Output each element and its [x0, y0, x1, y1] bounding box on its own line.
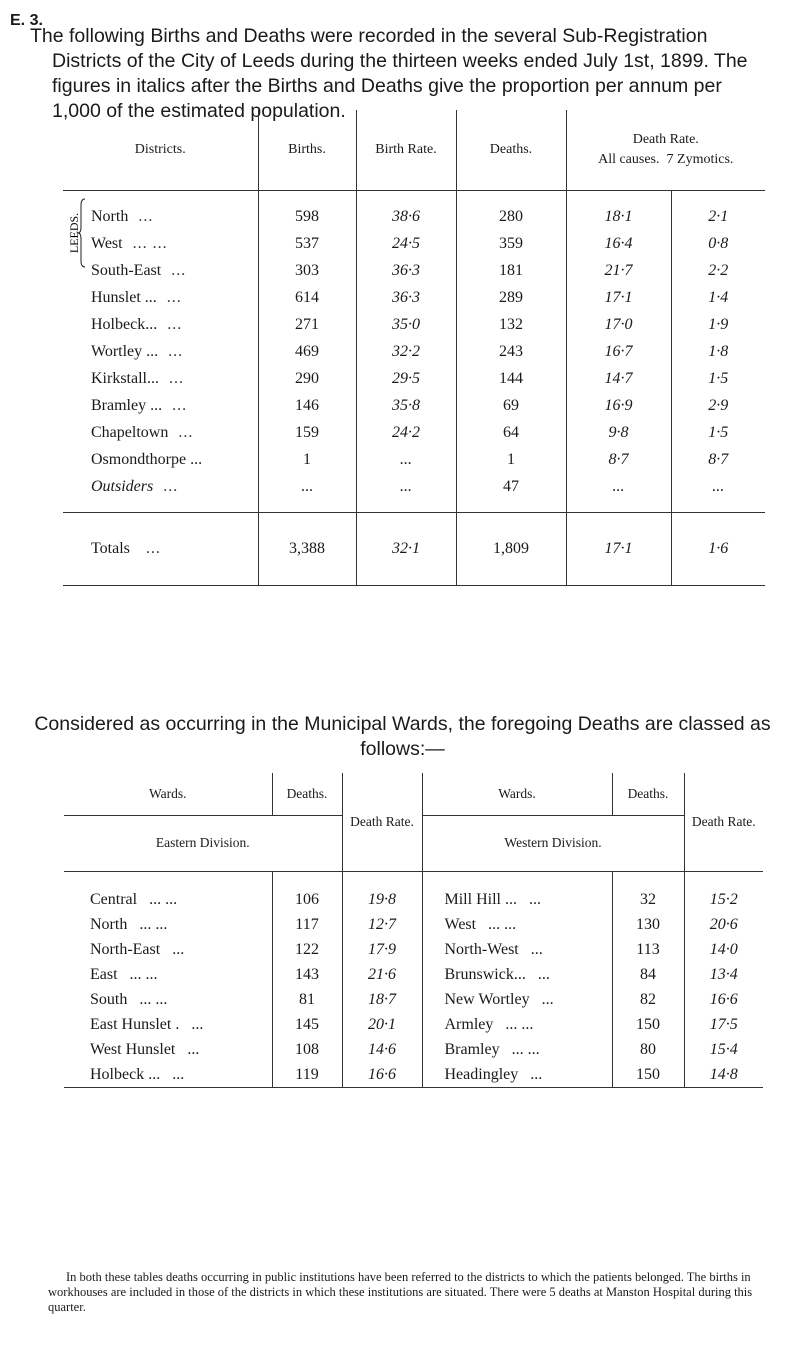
east-ward-name: Holbeck ... ... [64, 1062, 272, 1088]
leeds-label-text: LEEDS. [67, 212, 81, 254]
ward-row [64, 1012, 763, 1037]
west-ward-name: Brunswick... ... [422, 962, 612, 987]
district-name: West ... ... [63, 230, 258, 257]
district-deaths: 47 [456, 473, 566, 500]
ward-row [64, 1037, 763, 1062]
east-ward-name: East Hunslet . ... [64, 1012, 272, 1037]
district-all-causes: 16·9 [566, 392, 671, 419]
col-birth-rate: Birth Rate. [356, 110, 456, 191]
totals-births: 3,388 [258, 513, 356, 586]
intro-paragraph [30, 24, 775, 124]
west-ward-name: New Wortley ... [422, 987, 612, 1012]
death-rate-title: Death Rate. [632, 132, 699, 147]
east-ward-deaths: 143 [272, 962, 342, 987]
district-all-causes: 21·7 [566, 257, 671, 284]
east-ward-rate: 16·6 [342, 1062, 422, 1088]
district-row [63, 446, 765, 473]
east-ward-rate: 12·7 [342, 912, 422, 937]
west-wards-header: Wards. [422, 773, 612, 815]
district-zymotics: 1·5 [708, 369, 729, 387]
district-zymotics: 1·9 [708, 315, 729, 333]
west-ward-rate: 15·4 [709, 1040, 738, 1058]
zymotics-label: 7 Zymotics. [666, 152, 734, 167]
west-ward-deaths: 113 [612, 937, 684, 962]
district-birth-rate: 36·3 [356, 257, 456, 284]
west-ward-rate: 16·6 [709, 990, 738, 1008]
east-ward-deaths: 106 [272, 887, 342, 912]
totals-deaths: 1,809 [456, 513, 566, 586]
east-wards-header: Wards. [64, 773, 272, 815]
district-birth-rate: 35·8 [356, 392, 456, 419]
district-births: 303 [258, 257, 356, 284]
district-row [63, 338, 765, 365]
west-ward-deaths: 150 [612, 1062, 684, 1088]
district-all-causes: 8·7 [566, 446, 671, 473]
district-births: 598 [258, 203, 356, 230]
district-births: 271 [258, 311, 356, 338]
west-rate-header: Death Rate. [691, 813, 756, 829]
district-zymotics: 0·8 [708, 234, 729, 252]
west-ward-name: West ... ... [422, 912, 612, 937]
district-row [63, 257, 765, 284]
district-name: Wortley ... ... [63, 338, 258, 365]
all-causes-label: All causes. [598, 152, 660, 167]
page-code: E. 3. [10, 12, 43, 29]
district-deaths: 243 [456, 338, 566, 365]
district-all-causes: 17·1 [566, 284, 671, 311]
district-zymotics: 1·8 [708, 342, 729, 360]
west-ward-deaths: 84 [612, 962, 684, 987]
east-deaths-header: Deaths. [272, 773, 342, 815]
district-deaths: 64 [456, 419, 566, 446]
district-birth-rate: ... [356, 473, 456, 500]
district-deaths: 69 [456, 392, 566, 419]
district-birth-rate: 24·2 [356, 419, 456, 446]
district-zymotics: 2·2 [708, 261, 729, 279]
totals-zymotics: 1·6 [671, 513, 765, 586]
east-ward-name: South ... ... [64, 987, 272, 1012]
totals-label: Totals ... [63, 513, 258, 586]
district-row [63, 473, 765, 500]
col-births: Births. [258, 110, 356, 191]
district-row [63, 203, 765, 230]
district-name: Kirkstall... ... [63, 365, 258, 392]
east-ward-rate: 21·6 [342, 962, 422, 987]
west-ward-rate: 14·0 [709, 940, 738, 958]
district-row [63, 419, 765, 446]
district-all-causes: ... [566, 473, 671, 500]
district-row [63, 284, 765, 311]
western-division: Western Division. [422, 815, 684, 871]
district-all-causes: 9·8 [566, 419, 671, 446]
district-zymotics: ... [712, 477, 725, 495]
east-ward-deaths: 117 [272, 912, 342, 937]
district-all-causes: 14·7 [566, 365, 671, 392]
west-ward-deaths: 32 [612, 887, 684, 912]
ward-row [64, 912, 763, 937]
west-ward-name: Armley ... ... [422, 1012, 612, 1037]
district-name: South-East ... [63, 257, 258, 284]
district-births: 290 [258, 365, 356, 392]
col-death-rate [566, 110, 765, 191]
wards-heading: Considered as occurring in the Municipal Wards, the foregoing Deaths are classed as follows:— [34, 713, 771, 760]
west-ward-rate: 13·4 [709, 965, 738, 983]
district-zymotics: 8·7 [708, 450, 729, 468]
district-births: 159 [258, 419, 356, 446]
district-births: 469 [258, 338, 356, 365]
east-ward-name: Central ... ... [64, 887, 272, 912]
totals-all-causes: 17·1 [566, 513, 671, 586]
district-zymotics: 1·5 [708, 423, 729, 441]
west-ward-rate: 14·8 [684, 1062, 763, 1088]
col-deaths: Deaths. [456, 110, 566, 191]
intro-text: The following Births and Deaths were recorded in the several Sub-Registration Districts of the City of Leeds during the thirteen weeks ended July 1st, 1899. The figures in italics after the Births and Deaths give the proportion per annum per 1,000 of the estimated population. [30, 25, 748, 122]
district-deaths: 359 [456, 230, 566, 257]
district-all-causes: 16·7 [566, 338, 671, 365]
district-birth-rate: ... [356, 446, 456, 473]
district-name: Holbeck... ... [63, 311, 258, 338]
eastern-division: Eastern Division. [64, 815, 342, 871]
west-ward-name: Bramley ... ... [422, 1037, 612, 1062]
totals-row [63, 513, 765, 586]
district-deaths: 280 [456, 203, 566, 230]
district-births: 1 [258, 446, 356, 473]
district-deaths: 289 [456, 284, 566, 311]
east-ward-rate: 14·6 [342, 1037, 422, 1062]
col-districts: Districts. [63, 110, 258, 191]
district-births: 537 [258, 230, 356, 257]
east-ward-deaths: 122 [272, 937, 342, 962]
district-birth-rate: 24·5 [356, 230, 456, 257]
district-zymotics: 2·9 [708, 396, 729, 414]
district-birth-rate: 38·6 [356, 203, 456, 230]
district-deaths: 144 [456, 365, 566, 392]
district-births: ... [258, 473, 356, 500]
west-ward-deaths: 80 [612, 1037, 684, 1062]
district-name: Chapeltown ... [63, 419, 258, 446]
west-ward-name: Headingley ... [422, 1062, 612, 1088]
totals-birth-rate: 32·1 [356, 513, 456, 586]
east-ward-deaths: 108 [272, 1037, 342, 1062]
district-row [63, 392, 765, 419]
west-ward-name: North-West ... [422, 937, 612, 962]
district-name: Bramley ... ... [63, 392, 258, 419]
east-ward-rate: 17·9 [342, 937, 422, 962]
district-births: 614 [258, 284, 356, 311]
east-ward-rate: 20·1 [342, 1012, 422, 1037]
ward-row [64, 962, 763, 987]
district-name: Osmondthorpe ... [63, 446, 258, 473]
west-ward-rate: 15·2 [709, 890, 738, 908]
east-ward-rate: 19·8 [342, 887, 422, 912]
ward-row [64, 987, 763, 1012]
ward-row [64, 887, 763, 912]
district-all-causes: 18·1 [566, 203, 671, 230]
district-birth-rate: 29·5 [356, 365, 456, 392]
district-name: Outsiders ... [63, 473, 258, 500]
district-row [63, 230, 765, 257]
district-zymotics: 2·1 [708, 207, 729, 225]
footnote: In both these tables deaths occurring in public institutions have been referred to the districts to which the patients belonged. The births in workhouses are included in those of the districts in which these institutions are situated. There were 5 deaths at Manston Hospital during this quarter. [48, 1270, 753, 1314]
wards-table [64, 773, 763, 1088]
district-row [63, 311, 765, 338]
district-deaths: 1 [456, 446, 566, 473]
east-ward-deaths: 81 [272, 987, 342, 1012]
west-ward-name: Mill Hill ... ... [422, 887, 612, 912]
east-ward-deaths: 119 [272, 1062, 342, 1088]
west-ward-deaths: 130 [612, 912, 684, 937]
east-ward-name: West Hunslet ... [64, 1037, 272, 1062]
east-ward-rate: 18·7 [342, 987, 422, 1012]
east-ward-name: East ... ... [64, 962, 272, 987]
east-ward-deaths: 145 [272, 1012, 342, 1037]
district-birth-rate: 35·0 [356, 311, 456, 338]
east-rate-header: Death Rate. [342, 773, 422, 871]
district-deaths: 132 [456, 311, 566, 338]
district-births: 146 [258, 392, 356, 419]
west-ward-deaths: 82 [612, 987, 684, 1012]
district-all-causes: 16·4 [566, 230, 671, 257]
district-deaths: 181 [456, 257, 566, 284]
district-birth-rate: 36·3 [356, 284, 456, 311]
district-row [63, 365, 765, 392]
west-ward-rate: 20·6 [709, 915, 738, 933]
district-all-causes: 17·0 [566, 311, 671, 338]
east-ward-name: North ... ... [64, 912, 272, 937]
east-ward-name: North-East ... [64, 937, 272, 962]
west-ward-deaths: 150 [612, 1012, 684, 1037]
district-name: North ... [63, 203, 258, 230]
ward-row [64, 1062, 763, 1088]
west-ward-rate: 17·5 [709, 1015, 738, 1033]
ward-row [64, 937, 763, 962]
west-deaths-header: Deaths. [612, 773, 684, 815]
district-name: Hunslet ... ... [63, 284, 258, 311]
district-birth-rate: 32·2 [356, 338, 456, 365]
district-zymotics: 1·4 [708, 288, 729, 306]
births-deaths-table [63, 110, 765, 586]
